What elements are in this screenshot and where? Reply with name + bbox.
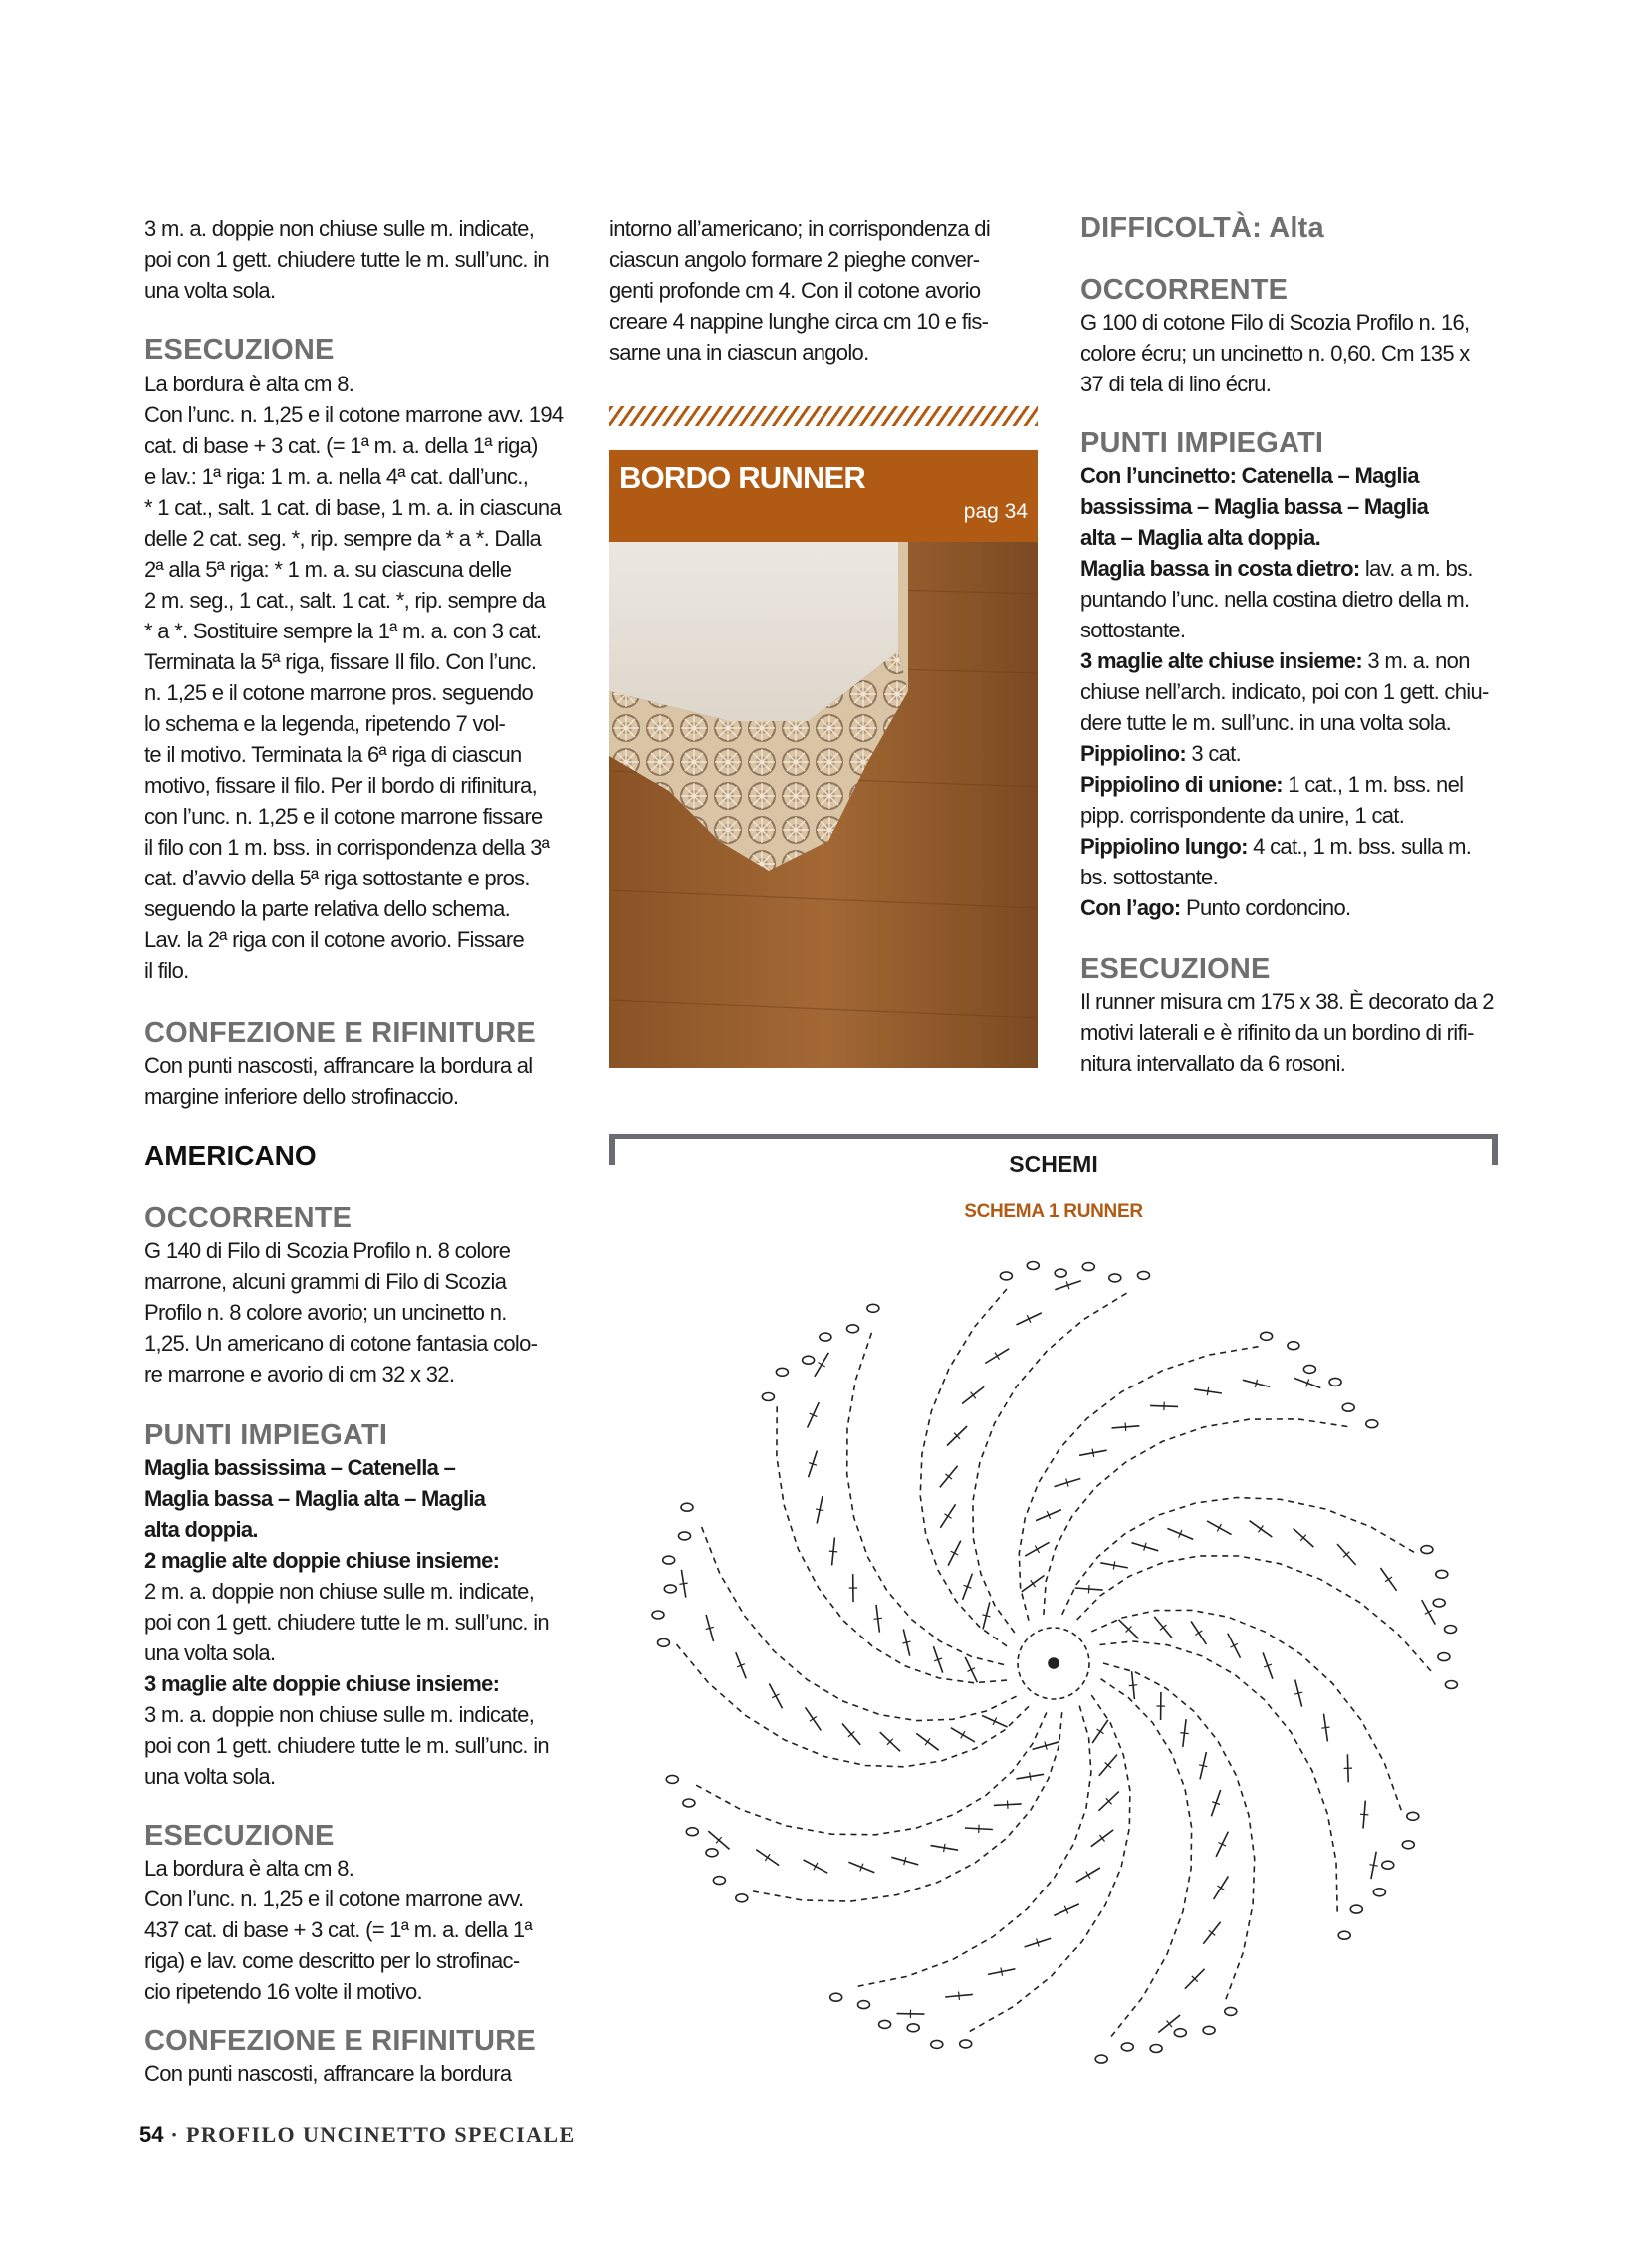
text-line — [1080, 738, 1519, 769]
text-line — [1080, 769, 1519, 800]
stitch-desc: 1 cat., 1 m. bss. nel — [1288, 772, 1464, 797]
text-line: chiuse nell’arch. indicato, poi con 1 gett. chiu- — [1080, 679, 1489, 704]
text-line: La bordura è alta cm 8. — [144, 372, 354, 396]
text-line: La bordura è alta cm 8. — [144, 1856, 354, 1881]
text-line: 3 m. a. doppie non chiuse sulle m. indicate, — [144, 1702, 535, 1727]
text-line: Con punti nascosti, affrancare la bordura — [144, 2061, 512, 2086]
text-line: con l’unc. n. 1,25 e il cotone marrone fissare — [144, 804, 543, 829]
text-line: bs. sottostante. — [1080, 865, 1218, 889]
esecuzione-runner-body — [1080, 986, 1519, 1079]
text-line: cat. d’avvio della 5ª riga sottostante e pros. — [144, 866, 530, 890]
text-line: Profilo n. 8 colore avorio; un uncinetto n. — [144, 1300, 507, 1325]
diagram-petals — [652, 1262, 1457, 2064]
esecuzione-americano-body — [144, 1853, 573, 2007]
section-heading-punti: PUNTI IMPIEGATI — [144, 1419, 388, 1451]
occorrente-runner-body — [1080, 307, 1519, 399]
text-line: 37 di tela di lino écru. — [1080, 372, 1272, 396]
text-line: 3 m. a. doppie non chiuse sulle m. indicate, — [144, 216, 535, 241]
text-line: motivo, fissare il filo. Per il bordo di rifinitura, — [144, 773, 537, 798]
text-line: 437 cat. di base + 3 cat. (= 1ª m. a. della 1ª — [144, 1917, 532, 1942]
stitch-name: Pippiolino lungo: — [1080, 834, 1248, 859]
stitch-desc: Punto cordoncino. — [1185, 895, 1351, 920]
text-line: Con punti nascosti, affrancare la bordura al — [144, 1053, 533, 1078]
stitch-name: Con l’ago: — [1080, 895, 1181, 920]
text-line: alta – Maglia alta doppia. — [1080, 525, 1320, 550]
text-line: * a *. Sostituire sempre la 1ª m. a. con 3 cat. — [144, 619, 542, 643]
text-line: te il motivo. Terminata la 6ª riga di ciascun — [144, 742, 522, 767]
section-heading-occorrente: OCCORRENTE — [144, 1202, 353, 1234]
stitch-name: Maglia bassa in costa dietro: — [1080, 556, 1360, 581]
text-line: una volta sola. — [144, 278, 276, 303]
text-line: il filo con 1 m. bss. in corrispondenza della 3ª — [144, 835, 550, 860]
hatched-divider — [609, 406, 1038, 426]
stitch-desc: 3 cat. — [1191, 741, 1241, 766]
text-line: nitura intervallato da 6 rosoni. — [1080, 1051, 1346, 1076]
text-line: pipp. corrispondente da unire, 1 cat. — [1080, 803, 1405, 828]
crochet-diagram — [609, 1233, 1498, 2090]
stitch-desc: lav. a m. bs. — [1364, 556, 1473, 581]
text-line: G 100 di cotone Filo di Scozia Profilo n. 16, — [1080, 310, 1470, 335]
text-line: una volta sola. — [144, 1640, 276, 1665]
project-title-americano: AMERICANO — [144, 1140, 317, 1171]
col2-text — [609, 213, 1048, 368]
product-title: BORDO RUNNER — [619, 460, 866, 495]
section-heading-occorrente-runner: OCCORRENTE — [1080, 274, 1289, 306]
text-line — [1080, 831, 1519, 862]
text-line: Con l’unc. n. 1,25 e il cotone marrone avv. — [144, 1887, 524, 1911]
text-line: sottostante. — [1080, 618, 1186, 642]
col1-intro — [144, 213, 573, 306]
text-line: poi con 1 gett. chiudere tutte le m. sull’unc. in — [144, 1733, 549, 1758]
text-line: dere tutte le m. sull’unc. in una volta sola. — [1080, 710, 1452, 735]
text-line: puntando l’unc. nella costina dietro della m. — [1080, 587, 1470, 612]
text-line: Terminata la 5ª riga, fissare Il filo. Con l’unc. — [144, 649, 537, 674]
product-box-bordo-runner — [609, 450, 1038, 1068]
text-line: Lav. la 2ª riga con il cotone avorio. Fissare — [144, 927, 524, 952]
section-heading-esecuzione: ESECUZIONE — [144, 334, 335, 366]
section-heading-confezione-2: CONFEZIONE E RIFINITURE — [144, 2025, 536, 2057]
text-line: sarne una in ciascun angolo. — [609, 340, 869, 365]
punti-americano-body — [144, 1452, 583, 1792]
text-line: il filo. — [144, 958, 189, 983]
text-line: creare 4 nappine lunghe circa cm 10 e fis- — [609, 309, 989, 334]
text-line: 2ª alla 5ª riga: * 1 m. a. su ciascuna delle — [144, 557, 512, 582]
text-line: 2 m. seg., 1 cat., salt. 1 cat. *, rip. sempre da — [144, 588, 546, 613]
text-line: lo schema e la legenda, ripetendo 7 vol- — [144, 711, 506, 736]
page-number: 54 — [139, 2122, 164, 2146]
magazine-name: PROFILO UNCINETTO SPECIALE — [186, 2122, 576, 2146]
text-line: e lav.: 1ª riga: 1 m. a. nella 4ª cat. dall’unc., — [144, 464, 529, 489]
text-line: 2 m. a. doppie non chiuse sulle m. indicate, — [144, 1579, 535, 1604]
text-line: ciascun angolo formare 2 pieghe conver- — [609, 247, 980, 272]
punti-runner-body — [1080, 460, 1519, 923]
esecuzione-bordura-body — [144, 369, 573, 986]
text-line: alta doppia. — [144, 1517, 258, 1542]
text-line: intorno all’americano; in corrispondenza di — [609, 216, 991, 241]
runner-photo — [609, 542, 1038, 1068]
text-line: seguendo la parte relativa dello schema. — [144, 896, 511, 921]
subheading: 3 maglie alte doppie chiuse insieme: — [144, 1671, 500, 1696]
section-heading-confezione: CONFEZIONE E RIFINITURE — [144, 1017, 536, 1049]
text-line: delle 2 cat. seg. *, rip. sempre da * a *. Dalla — [144, 526, 542, 551]
text-line: colore écru; un uncinetto n. 0,60. Cm 135 x — [1080, 341, 1470, 366]
schemi-title: SCHEMI — [1009, 1151, 1098, 1177]
text-line: n. 1,25 e il cotone marrone pros. seguendo — [144, 680, 534, 705]
text-line: riga) e lav. come descritto per lo strofinac- — [144, 1948, 520, 1973]
subheading: 2 maglie alte doppie chiuse insieme: — [144, 1548, 500, 1573]
text-line: margine inferiore dello strofinaccio. — [144, 1084, 459, 1109]
confezione-body — [144, 1050, 573, 1112]
section-heading-esecuzione-2: ESECUZIONE — [144, 1820, 335, 1852]
text-line: Il runner misura cm 175 x 38. È decorato da 2 — [1080, 989, 1494, 1014]
occorrente-americano-body — [144, 1235, 573, 1389]
text-line — [1080, 645, 1519, 676]
text-line: * 1 cat., salt. 1 cat. di base, 1 m. a. in ciascuna — [144, 495, 561, 520]
text-line: una volta sola. — [144, 1764, 276, 1789]
text-line: Con l’unc. n. 1,25 e il cotone marrone avv. 194 — [144, 402, 564, 427]
text-line: marrone, alcuni grammi di Filo di Scozia — [144, 1269, 507, 1294]
text-line: poi con 1 gett. chiudere tutte le m. sull’unc. in — [144, 247, 549, 272]
section-heading-punti-runner: PUNTI IMPIEGATI — [1080, 427, 1324, 459]
text-line: cio ripetendo 16 volte il motivo. — [144, 1979, 422, 2004]
text-line: genti profonde cm 4. Con il cotone avorio — [609, 278, 981, 303]
text-line: cat. di base + 3 cat. (= 1ª m. a. della 1ª riga) — [144, 433, 538, 458]
stitch-name: 3 maglie alte chiuse insieme: — [1080, 648, 1362, 673]
section-heading-esecuzione-runner: ESECUZIONE — [1080, 953, 1271, 985]
stitch-desc: 4 cat., 1 m. bss. sulla m. — [1253, 834, 1472, 859]
text-line: re marrone e avorio di cm 32 x 32. — [144, 1362, 455, 1386]
product-page-ref: pag 34 — [963, 500, 1028, 523]
stitch-desc: 3 m. a. non — [1367, 648, 1470, 673]
text-line — [1080, 892, 1519, 923]
confezione-americano-body — [144, 2058, 573, 2089]
text-line: 1,25. Un americano di cotone fantasia colo- — [144, 1331, 538, 1356]
text-line: poi con 1 gett. chiudere tutte le m. sull’unc. in — [144, 1610, 549, 1635]
text-line — [1080, 553, 1519, 584]
text-line: Con l’uncinetto: Catenella – Maglia — [1080, 463, 1419, 488]
stitch-name: Pippiolino di unione: — [1080, 772, 1283, 797]
text-line: Maglia bassissima – Catenella – — [144, 1455, 456, 1480]
text-line: motivi laterali e è rifinito da un bordino di rifi- — [1080, 1020, 1474, 1045]
text-line: bassissima – Maglia bassa – Maglia — [1080, 494, 1429, 519]
text-line: G 140 di Filo di Scozia Profilo n. 8 colore — [144, 1238, 511, 1263]
footer-separator: · — [170, 2122, 180, 2146]
schema-subtitle: SCHEMA 1 RUNNER — [964, 1201, 1143, 1222]
stitch-name: Pippiolino: — [1080, 741, 1186, 766]
page-footer — [139, 2122, 576, 2147]
text-line: Maglia bassa – Maglia alta – Maglia — [144, 1486, 486, 1511]
difficulty-label: DIFFICOLTÀ: Alta — [1080, 212, 1324, 244]
